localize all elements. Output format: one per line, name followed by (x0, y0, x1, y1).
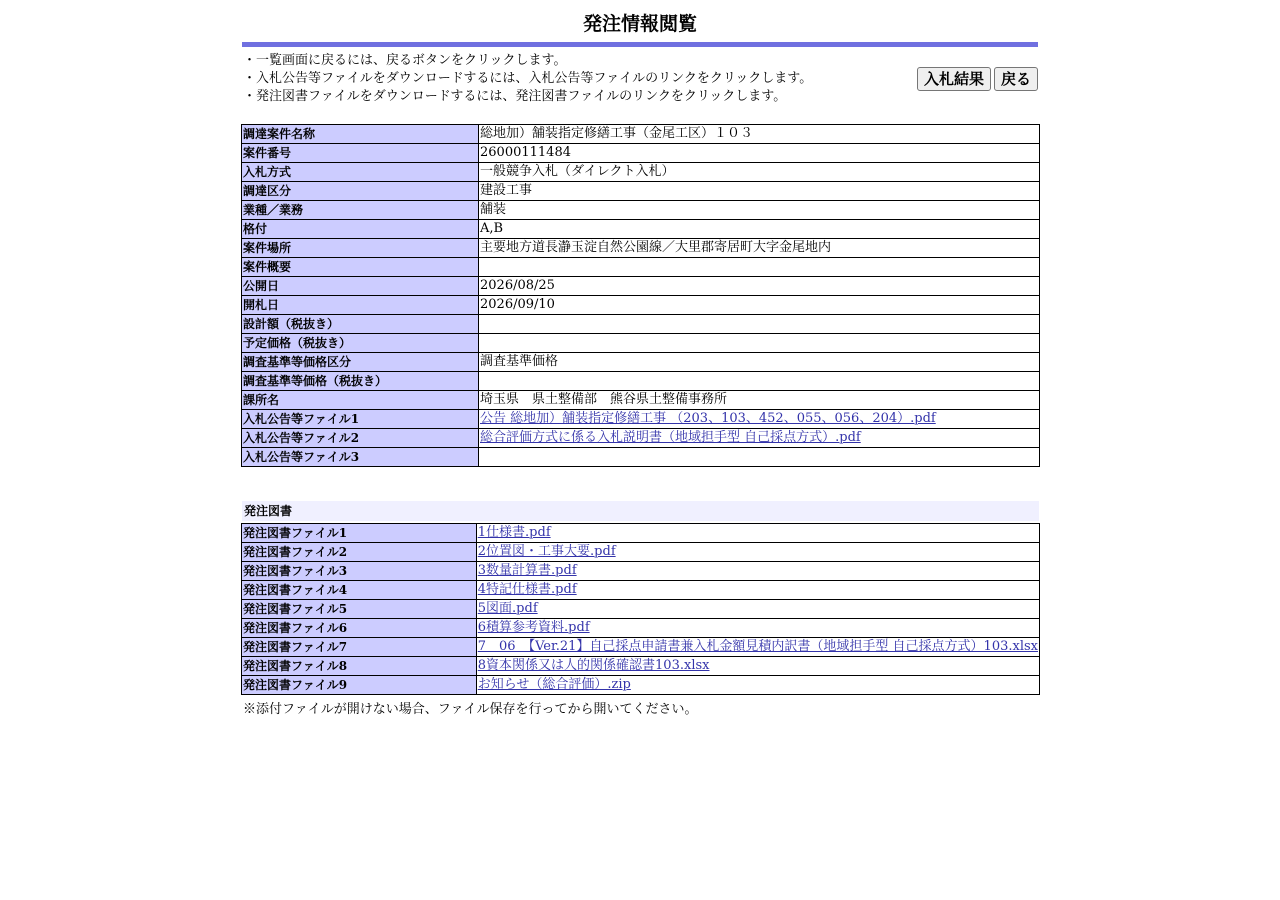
row-label: 発注図書ファイル9 (242, 676, 477, 695)
file-link[interactable]: 公告 総地加）舗装指定修繕工事 （203、103、452、055、056、204）.pdf (480, 411, 936, 426)
row-value-cell (476, 638, 1039, 657)
table-row (242, 182, 1040, 201)
instruction-item: ・発注図書ファイルをダウンロードするには、発注図書ファイルのリンクをクリックします。 (243, 89, 787, 104)
row-value-cell (479, 182, 1040, 201)
table-row (242, 163, 1040, 182)
table-row (242, 239, 1040, 258)
row-value: 一般競争入札（ダイレクト入札） (480, 164, 675, 179)
table-row (242, 144, 1040, 163)
table-row (242, 562, 1040, 581)
instruction-item: ・入札公告等ファイルをダウンロードするには、入札公告等ファイルのリンクをクリックします。 (243, 71, 813, 86)
row-label: 開札日 (242, 296, 479, 315)
row-value: 2026/08/25 (480, 278, 555, 293)
row-value: A,B (480, 221, 504, 236)
row-label: 設計額（税抜き） (242, 315, 479, 334)
row-value-cell (479, 429, 1040, 448)
row-label: 予定価格（税抜き） (242, 334, 479, 353)
table-row (242, 372, 1040, 391)
table-row (242, 657, 1040, 676)
row-value-cell (479, 277, 1040, 296)
row-label: 発注図書ファイル1 (242, 524, 477, 543)
row-value-cell (479, 296, 1040, 315)
row-value-cell (476, 581, 1039, 600)
table-row (242, 638, 1040, 657)
file-link[interactable]: 3数量計算書.pdf (477, 563, 577, 578)
row-label: 公開日 (242, 277, 479, 296)
table-row (242, 543, 1040, 562)
bid-result-button[interactable]: 入札結果 (917, 67, 991, 91)
row-label: 案件概要 (242, 258, 479, 277)
row-value: 総地加）舗装指定修繕工事（金尾工区）１０３ (480, 126, 754, 141)
row-value: 26000111484 (480, 145, 571, 160)
row-value-cell (476, 524, 1039, 543)
row-value: 建設工事 (480, 183, 533, 198)
table-row (242, 201, 1040, 220)
file-link[interactable]: 5図面.pdf (477, 601, 538, 616)
table-row (242, 334, 1040, 353)
row-label: 発注図書ファイル3 (242, 562, 477, 581)
row-value-cell (476, 600, 1039, 619)
row-value-cell (479, 125, 1040, 144)
table-row (242, 296, 1040, 315)
table-row (242, 410, 1040, 429)
row-value-cell (479, 353, 1040, 372)
file-link[interactable]: 8資本関係又は人的関係確認書103.xlsx (477, 658, 710, 673)
row-label: 格付 (242, 220, 479, 239)
row-value: 舗装 (480, 202, 507, 217)
row-value-cell (479, 163, 1040, 182)
table-row (242, 619, 1040, 638)
row-label: 発注図書ファイル7 (242, 638, 477, 657)
page-title: 発注情報閲覧 (582, 13, 697, 35)
table-row (242, 676, 1040, 695)
table-row (242, 524, 1040, 543)
row-label: 発注図書ファイル8 (242, 657, 477, 676)
row-value: 主要地方道長瀞玉淀自然公園線／大里郡寄居町大字金尾地内 (480, 240, 832, 255)
table-row (242, 258, 1040, 277)
row-value: 調査基準価格 (480, 354, 559, 369)
row-label: 調査基準等価格区分 (242, 353, 479, 372)
table-row (242, 125, 1040, 144)
footnote: ※添付ファイルが開けない場合、ファイル保存を行ってから開いてください。 (243, 702, 698, 717)
file-link[interactable]: 2位置図・工事大要.pdf (477, 544, 616, 559)
row-value: 埼玉県 県土整備部 熊谷県土整備事務所 (480, 392, 728, 407)
row-label: 案件場所 (242, 239, 479, 258)
back-button[interactable]: 戻る (994, 67, 1038, 91)
files-section-heading: 発注図書 (242, 501, 1039, 521)
row-label: 発注図書ファイル4 (242, 581, 477, 600)
row-value-cell (479, 201, 1040, 220)
table-row (242, 600, 1040, 619)
row-value-cell (479, 372, 1040, 391)
instructions-list (243, 52, 812, 106)
table-row (242, 315, 1040, 334)
row-value-cell (479, 258, 1040, 277)
order-documents-table (241, 523, 1040, 695)
row-value-cell (479, 448, 1040, 467)
row-label: 調査基準等価格（税抜き） (242, 372, 479, 391)
action-buttons (917, 67, 1038, 91)
row-label: 課所名 (242, 391, 479, 410)
page-container (241, 0, 1039, 717)
row-value-cell (479, 391, 1040, 410)
table-row (242, 391, 1040, 410)
row-label: 入札公告等ファイル3 (242, 448, 479, 467)
table-row (242, 353, 1040, 372)
row-value-cell (476, 543, 1039, 562)
file-link[interactable]: 1仕様書.pdf (477, 525, 551, 540)
table-row (242, 429, 1040, 448)
row-value-cell (479, 315, 1040, 334)
row-value-cell (476, 676, 1039, 695)
instruction-item: ・一覧画面に戻るには、戻るボタンをクリックします。 (243, 53, 567, 68)
row-label: 調達案件名称 (242, 125, 479, 144)
row-label: 発注図書ファイル6 (242, 619, 477, 638)
row-value-cell (479, 334, 1040, 353)
row-value-cell (479, 220, 1040, 239)
table-row (242, 220, 1040, 239)
file-link[interactable]: お知らせ（総合評価）.zip (477, 677, 631, 692)
row-value-cell (476, 619, 1039, 638)
table-row (242, 581, 1040, 600)
file-link[interactable]: 総合評価方式に係る入札説明書（地域担手型 自己採点方式）.pdf (480, 430, 861, 445)
procurement-info-table (241, 124, 1040, 467)
file-link[interactable]: 6積算参考資料.pdf (477, 620, 590, 635)
row-value-cell (476, 657, 1039, 676)
row-value-cell (479, 239, 1040, 258)
row-label: 調達区分 (242, 182, 479, 201)
row-label: 入札公告等ファイル1 (242, 410, 479, 429)
row-label: 業種／業務 (242, 201, 479, 220)
file-link[interactable]: 7 06 【Ver.21】自己採点申請書兼入札金額見積内訳書（地域担手型 自己採点方式）103.xlsx (477, 639, 1038, 654)
instructions-area (241, 47, 1039, 124)
row-label: 発注図書ファイル2 (242, 543, 477, 562)
table-row (242, 277, 1040, 296)
table-row (242, 448, 1040, 467)
row-label: 案件番号 (242, 144, 479, 163)
row-value-cell (479, 144, 1040, 163)
row-label: 入札公告等ファイル2 (242, 429, 479, 448)
row-value-cell (479, 410, 1040, 429)
row-label: 発注図書ファイル5 (242, 600, 477, 619)
row-label: 入札方式 (242, 163, 479, 182)
row-value: 2026/09/10 (480, 297, 555, 312)
file-link[interactable]: 4特記仕様書.pdf (477, 582, 577, 597)
row-value-cell (476, 562, 1039, 581)
